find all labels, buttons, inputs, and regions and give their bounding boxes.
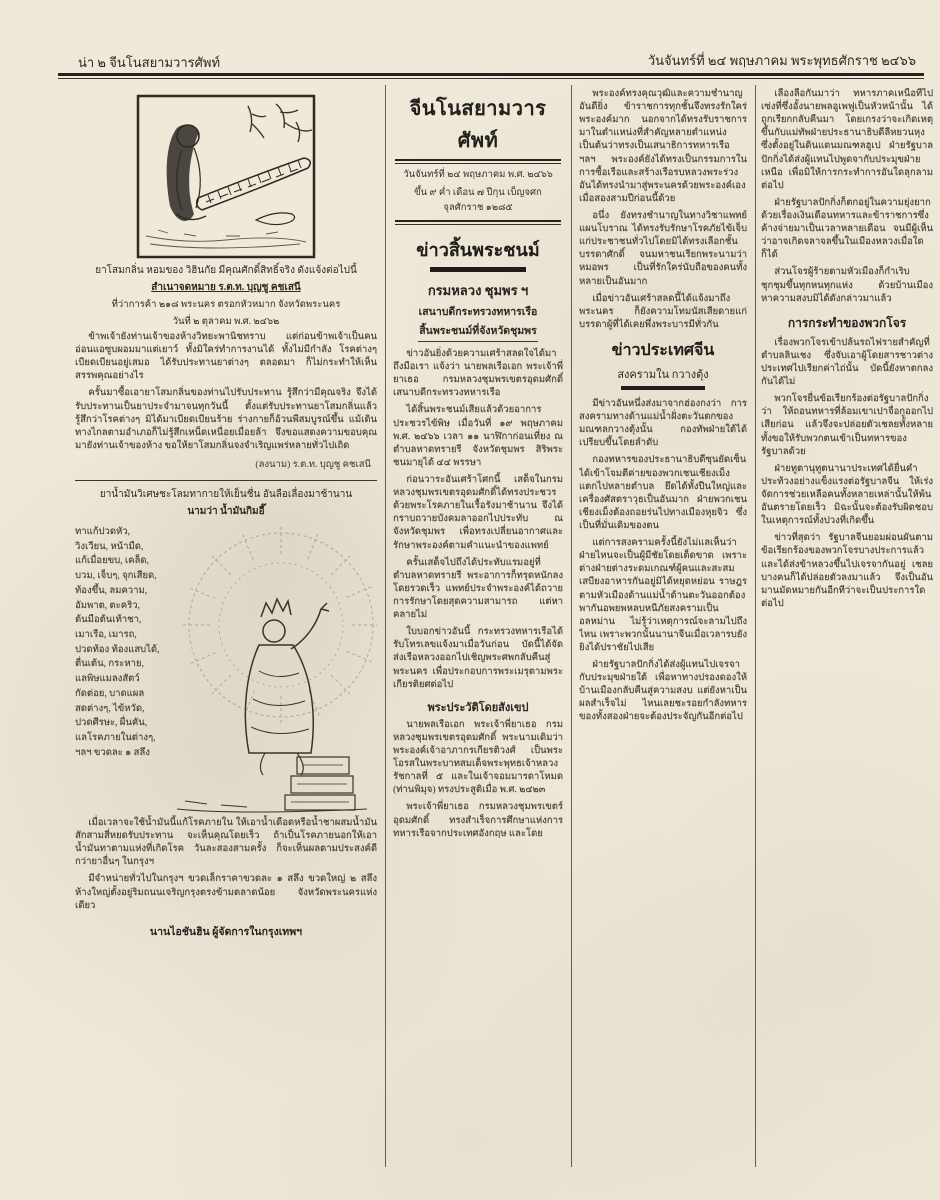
china-news-paragraph: ฝ่ายรัฐบาลปักกิ่งได้ส่งผู้แทนไปเจรจากับประมุขฝ่ายใต้ เพื่อหาทางปรองดองให้บ้านเมืองกลับคืนสู่ความสงบ แต่ยังหาเป็นผลสำเร็จไม่ ไหนเลยชะรอยกำลังทหารของทั้งสองฝ่ายจะต้องประจัญกันอีกต่อไป — [579, 660, 747, 723]
obituary-subhead-3: สิ้นพระชนม์ที่จังหวัดชุมพร — [419, 326, 537, 337]
oil-use-item: วิงเวียน, หน้ามืด, — [75, 541, 144, 552]
oil-use-item: บวม, เจ็บๆ, จุกเสียด, — [75, 571, 157, 582]
crocodile-icon — [197, 158, 311, 225]
oil-use-item: อัมพาต, ตะคริว, — [75, 600, 140, 611]
ad-divider-rule — [75, 480, 377, 481]
oil-ad-body — [75, 521, 377, 817]
oil-use-item: แลโรคภายในต่างๆ, — [75, 733, 156, 744]
china-news-paragraph: แต่การสงครามครั้งนี้ยังไม่แลเห็นว่าฝ่ายไหนจะเป็นผู้มีชัยโดยเด็ดขาด เพราะต่างฝ่ายต่างระดมเกณฑ์ผู้คนและสะสมเสบียงอาหารกันอยู่มิได้หยุดหย่อน ราษฎรตามหัวเมืองด้านแม่น้ำด้านตะวันออกต้องพากันอพยพหลบหนีภัยสงครามเป็นอลหม่าน ไม่รู้ว่าเหตุการณ์จะลามไปถึงไหน เพราะพวกนั้นนานาจีนเมื่อเวลารบยังยิงได้ปราชัยไปเสีย — [579, 538, 747, 653]
testimonial-paragraph: ข้าพเจ้ายังท่านเจ้าของห้างวิทยะพานิชทราบ แต่ก่อนข้าพเจ้าเป็นคนอ่อนแอซูบผอมมาแต่เยาว์ ทั้งมิใคร่ทำการงานได้ ทั้งไม่มีกำลัง โรคต่างๆ เบียดเบียนอยู่เสมอ ได้รับประทานยาต่างๆ ตลอดมา ก็ไม่กระทำให้เห็นสรรพคุณอย่างไร — [75, 332, 377, 382]
biography-paragraph: นายพลเรือเอก พระเจ้าพี่ยาเธอ กรมหลวงชุมพรเขตรอุดมศักดิ์ พระนามเดิมว่า พระองค์เจ้าอาภากรเกียรติวงศ์ เป็นพระโอรสในพระบาทสมเด็จพระพุทธเจ้าหลวงรัชกาลที่ ๕ และในเจ้าจอมมารดาโหมด (ท่านพิมุจ) ทรงประสูติเมื่อ พ.ศ. ๒๔๒๓ — [393, 719, 563, 796]
ground-line — [177, 801, 367, 812]
letter-date: วันที่ ๒ ตุลาคม พ.ศ. ๒๔๖๒ — [172, 317, 280, 327]
oil-use-item: ปวดศีรษะ, ผื่นคัน, — [75, 718, 148, 729]
column-rule-2 — [571, 85, 572, 1167]
headline-underline-bar — [430, 267, 526, 272]
obituary-paragraph: ได้สิ้นพระชนม์เสียแล้วด้วยอาการประชวรไข้พิษ เมื่อวันที่ ๑๙ พฤษภาคม พ.ศ. ๒๔๖๖ เวลา ๑๑ นาฬิกาก่อนเที่ยง ณ ตำบลหาดทรายรี จังหวัดชุมพร สิริพระชนมายุได้ ๔๔ พรรษา — [393, 405, 563, 468]
oil-uses-list — [75, 521, 167, 817]
ground-hatching — [146, 230, 306, 248]
bandit-story-subheadline: การกระทำของพวกโจร — [787, 315, 907, 330]
obituary-continued-paragraph: พระองค์ทรงคุณวุฒิและความชำนาญอันดียิ่ง ข้าราชการทุกชั้นจึงทรงรักใคร่พระองค์มาก นอกจากได้ทรงรับราชการมาในตำแหน่งที่สำคัญหลายตำแหน่ง เป็นต้นว่าทรงเป็นเสนาธิการทหารเรือ ฯลฯ พระองค์ยังได้ทรงเป็นกรรมการในการซื้อเรือและสร้างเรือรบหลวงพระร่วง อันได้ทรงนำมาสู่พระนครด้วยพระองค์เองเมื่อสองสามปีก่อนนี้ด้วย — [579, 89, 747, 204]
oil-use-item: ตื่นเต้น, กระหาย, — [75, 659, 144, 670]
sunburst-icon — [183, 527, 377, 723]
oil-sales-paragraph: มีจำหน่ายทั่วไปในกรุงฯ ขวดเล็กราคาขวดละ ๑ สลึง ขวดใหญ่ ๒ สลึง ห้างใหญ่ตั้งอยู่ริมถนนเจริญกรุงตรงข้ามตลาดน้อย จังหวัดพระนครแห่งเดียว — [75, 874, 377, 911]
oil-use-item: ทาแก้ปวดหัว, — [75, 526, 130, 537]
oil-use-item: กัดต่อย, บาดแผล — [75, 688, 145, 699]
biography-heading: พระประวัติโดยสังเขป — [427, 701, 529, 714]
oil-use-item: ท้องขึ้น, ลมความ, — [75, 585, 148, 596]
column-rule-1 — [385, 85, 386, 1167]
obituary-continued-paragraph: เมื่อข่าวอันเศร้าสลดนี้ได้แจ้งมาถึงพระนคร ก็ยังความโทมนัสเสียดายแก่บรรดาผู้ที่ได้เคยพึ่งพระบารมีทั่วกัน — [579, 293, 747, 330]
oil-use-item: แก้เมื่อยขบ, เคล็ด, — [75, 556, 149, 567]
column-advertisements — [75, 88, 377, 1164]
masthead-title: จีนโนสยามวารศัพท์ — [409, 96, 547, 152]
masthead-date: วันจันทร์ที่ ๒๔ พฤษภาคม พ.ศ. ๒๔๖๖ — [403, 170, 553, 180]
oil-use-item: เมาเรือ, เมารถ, — [75, 630, 137, 641]
oil-use-item: ฯลฯ ขวดละ ๑ สลึง — [75, 747, 150, 758]
obituary-paragraph: ข่าวอันยิ่งด้วยความเศร้าสลดใจได้มาถึงมือเรา แจ้งว่า นายพลเรือเอก พระเจ้าพี่ยาเธอ กรมหลวงชุมพรเขตรอุดมศักดิ์ เสนาบดีกระทรวงทหารเรือ — [393, 349, 563, 399]
china-continued-paragraph: ส่วนโจรผู้ร้ายตามหัวเมืองก็กำเริบชุกชุมขึ้นทุกหนทุกแห่ง ด้วยบ้านเมืองหาความสงบมิได้ดังกล่าวมาแล้ว — [761, 267, 933, 304]
masthead-lunar-date: ขึ้น ๙ ค่ำ เดือน ๗ ปีกุน เบ็ญจศก จุลศักราช ๑๒๘๕ — [414, 188, 542, 213]
bandit-story-paragraph: พวกโจรยื่นข้อเรียกร้องต่อรัฐบาลปักกิ่งว่า ให้ถอนทหารที่ล้อมเขาเปาจื่อกูออกไปเสียก่อน แล้วจึงจะปล่อยตัวเชลยทั้งหลาย ทั้งขอให้รับพวกตนเข้าเป็นทหารของรัฐบาลด้วย — [761, 394, 933, 457]
column-china-news-continued — [761, 88, 933, 1164]
obituary-subhead-1: กรมหลวง ชุมพร ฯ — [427, 283, 529, 298]
column-rule-3 — [755, 85, 756, 1167]
china-continued-paragraph: เลื่องลือกันมาว่า ทหารภาคเหนือที่ไปเซ่งที่ซึ่งอั้งนายพลอูเพฟูเป็นหัวหน้านั้น ได้ถูกเรียกกลับคืนมา โดยเกรงว่าจะเกิดเหตุขึ้นกับแม่ทัพฝ่ายประธานาธิบดีลีหยวนหุงซึ่งตั้งอยู่ในดินแดนมณฑลฮูเป ฝ่ายรัฐบาลปักกิ่งได้ส่งผู้แทนไปพูดจากับประมุขฝ่ายเหนือ เพื่อมิให้การกระทำการอันใดลุกลามต่อไป — [761, 89, 933, 191]
header-rule — [58, 73, 924, 79]
oil-ad-heading: ยาน้ำมันวิเศษชะโลมทากายให้เย็นชื่น อันลือเลื่องมาช้านาน — [99, 488, 353, 500]
oil-use-item: ปวดท้อง ท้องแสบได้, — [75, 644, 160, 655]
china-news-paragraph: มีข่าวอันหนึ่งส่งมาจากฮ่องกงว่า การสงครามทางด้านแม่น้ำฝั่งตะวันตกของมณฑลกวางตุ้งนั้น กองทัพฝ่ายใต้ได้เปรียบขึ้นโดยลำดับ — [579, 398, 747, 449]
subhead-rule — [418, 341, 538, 342]
oil-use-item: สดต่างๆ, ไข้หวัด, — [75, 703, 145, 714]
masthead-rule-bottom — [395, 220, 561, 225]
china-headline-bar — [621, 386, 705, 390]
bandit-story-paragraph: ฝ่ายทูตานุทูตนานาประเทศได้ยื่นคำประท้วงอย่างแข็งแรงต่อรัฐบาลจีน ให้เร่งจัดการช่วยเหลือคนทั้งหลายเหล่านั้นให้พ้นอันตรายโดยเร็ว มิฉะนั้นจะต้องรับผิดชอบในเหตุการณ์ทั้งปวงที่เกิดขึ้น — [761, 463, 933, 527]
bandit-story-paragraph: ข่าวที่สุดว่า รัฐบาลจีนยอมผ่อนผันตามข้อเรียกร้องของพวกโจรบางประการแล้ว และได้ส่งข้าหลวงขึ้นไปเจรจากันอยู่ เชลยบางคนก็ได้ปล่อยตัวลงมาแล้ว จึงเป็นอันมานมัดหมายกันอีกทีว่าจะเป็นประการใดต่อไป — [761, 533, 933, 609]
biography-paragraph: พระเจ้าพี่ยาเธอ กรมหลวงชุมพรเขตร์อุดมศักดิ์ ทรงสำเร็จการศึกษาแห่งการทหารเรือจากประเทศอังกฤษ และโดย — [393, 802, 563, 839]
obituary-headline: ข่าวสิ้นพระชนม์ — [416, 240, 540, 261]
obituary-paragraph: ก่อนวาระอันเศร้าโศกนี้ เสด็จในกรมหลวงชุมพรเขตรอุดมศักดิ์ได้ทรงประชวรด้วยพระโรคภายในเรื้อรังมาช้านาน จึงได้กราบถวายบังคมลาออกไปประทับ ณ จังหวัดชุมพร เพื่อทรงเปลี่ยนอากาศและรักษาพระองค์ตามคำแนะนำของแพทย์ — [393, 474, 563, 551]
obituary-paragraph: ใบบอกข่าวอันนี้ กระทรวงทหารเรือได้รับโทรเลขแจ้งมาเมื่อวันก่อน บัดนี้ได้จัดส่งเรือหลวงออกไปเชิญพระศพกลับคืนสู่พระนคร เพื่อประกอบการพระเมรุตามพระเกียรติยศต่อไป — [393, 627, 563, 690]
product-crates-icon — [285, 757, 355, 810]
oil-use-item: ต้นมือต้นเท้าชา, — [75, 615, 142, 626]
column-masthead-obituary — [393, 88, 563, 1164]
obituary-continued-paragraph: อนึ่ง ยังทรงชำนาญในทางวิชาแพทย์แผนโบราณ ได้ทรงรับรักษาโรคภัยไข้เจ็บแก่ประชาชนทั่วไปโดยมิได้ทรงเลือกชั้นบรรดาศักดิ์ จนมหาชนเรียกพระนามว่าหมอพร เป็นที่รักใคร่นับถือของคนทั้งหลายเป็นอันมาก — [579, 210, 747, 287]
bandit-story-paragraph: เรื่องพวกโจรเข้าปล้นรถไฟรายสำคัญที่ตำบลลินเชง ซึ่งจับเอาผู้โดยสารชาวต่างประเทศไปเรียกค่าไถ่นั้น บัดนี้ยังหาตกลงกันได้ไม่ — [761, 337, 933, 388]
oil-use-item: แลพิษแมลงสัตว์ — [75, 674, 140, 685]
china-news-headline: ข่าวประเทศจีน — [611, 339, 715, 359]
woman-figure-icon — [167, 125, 206, 221]
china-continued-paragraph: ฝ่ายรัฐบาลปักกิ่งก็ตกอยู่ในความยุ่งยากด้วยเรื่องเงินเดือนทหารและข้าราชการซึ่งค้างจ่ายมาเป็นเวลาหลายเดือน จนมีผู้เห็นว่าอาจเกิดจลาจลขึ้นในเมืองหลวงเมื่อใดก็ได้ — [761, 197, 933, 261]
oil-usage-paragraph: เมื่อเวลาจะใช้น้ำมันนี้แก้โรคภายใน ให้เอาน้ำเดือดหรือน้ำชาผสมน้ำมันสักสามสี่หยดรับประทาน จะเห็นคุณโดยเร็ว ถ้าเป็นโรคภายนอกให้เอาน้ำมันทาตามแห่งที่เกิดโรค วันละสองสามครั้ง ก็จะเห็นผลตามประสงค์ดีกว่ายาอื่นๆ ในกรุงฯ — [75, 817, 377, 868]
column-china-news — [579, 88, 747, 1164]
issue-date-label: วันจันทร์ที่ ๒๔ พฤษภาคม พระพุทธศักราช ๒๔๖๖ — [647, 53, 916, 68]
ginseng-letter-title: สำเนาจดหมาย ร.ต.ท. บุญชู คชเสนี — [151, 282, 301, 293]
ginseng-tonic-ad-illustration — [136, 94, 316, 259]
ginseng-ad-caption: ยาโสมกลิ่น หอมของ วิฮินกัย มีคุณศักดิ์สิทธิ์จริง ดังแจ้งต่อไปนี้ — [95, 265, 357, 276]
obituary-paragraph: ครั้นเสด็จไปถึงได้ประทับแรมอยู่ที่ตำบลหาดทรายรี พระอาการก็ทรุดหนักลงโดยรวดเร็ว แพทย์ประจำพระองค์ได้ถวายการรักษาโดยสุดความสามารถ แต่หาคลายไม่ — [393, 557, 563, 621]
letter-address: ที่ว่าการค้า ๒๑๘ พระนคร ตรอกหัวหมาก จังหวัดพระนคร — [111, 300, 341, 310]
oil-ad-illustration — [167, 521, 377, 817]
masthead-rule — [395, 159, 561, 164]
oil-ad-product-name: นามว่า น้ำมันกิมอี๊ — [187, 505, 265, 517]
page-number-label: น่า ๒ จีนโนสยามวารศัพท์ — [78, 55, 221, 70]
oil-ad-manager-line: นานไอชันฮิน ผู้จัดการในกรุงเทพฯ — [149, 926, 303, 938]
ginseng-roots-icon — [248, 104, 312, 142]
china-news-subhead: สงครามใน กวางตุ้ง — [617, 368, 709, 381]
china-news-paragraph: กองทหารของประธานาธิบดีซุนยัดเซ็นได้เข้าโจมตีค่ายของพวกเชนเชียงเม็งแตกไปหลายตำบล ยึดได้ทั้งปืนใหญ่และเครื่องศัสตราวุธเป็นอันมาก ฝ่ายพวกเชนเชียงเม็งต้องถอยร่นไปทางเมืองหุยจิว ซึ่งเป็นที่มั่นเดิมของตน — [579, 455, 747, 531]
letter-signoff: (ลงนาม) ร.ต.ท. บุญชู คชเสนี — [255, 459, 371, 470]
obituary-subhead-2: เสนาบดีกระทรวงทหารเรือ — [418, 307, 538, 318]
testimonial-paragraph: ครั้นมาซื้อเอายาโสมกลิ่นของท่านไปรับประทาน รู้สึกว่ามีคุณจริง จึงได้รับประทานเป็นยาประจำมาจนทุกวันนี้ ตั้งแต่รับประทานยาโสมกลิ่นแล้ว รู้สึกว่าโรคต่างๆ มิได้มาเบียดเบียนร้าย ร่างกายก็อ้วนพีสมบูรณ์ขึ้น แม้เดินทางไกลตามอำเภอก็ไม่รู้สึกเหน็ดเหนื่อยเมื่อยล้า จึงขอแสดงความขอบคุณมายังท่านเจ้าของห้าง ขอให้ยาโสมกลิ่นจงจำเริญแพร่หลายทั่วไปเถิด — [75, 388, 377, 451]
